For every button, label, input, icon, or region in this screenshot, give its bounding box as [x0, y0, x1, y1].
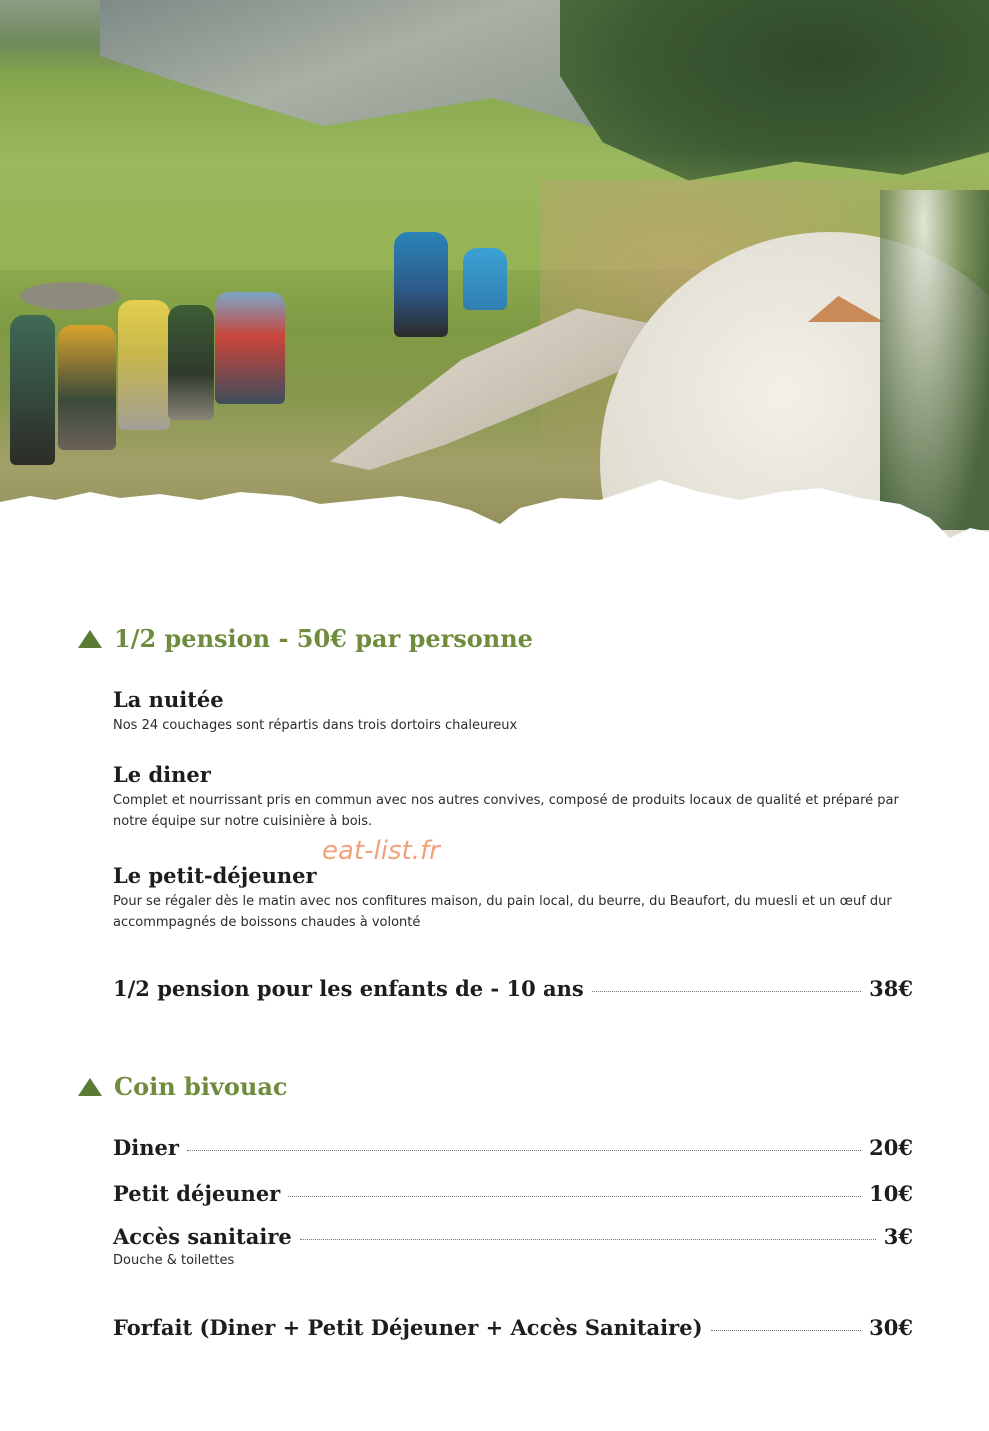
item-title: Le diner: [113, 762, 211, 787]
price-label: Accès sanitaire: [113, 1224, 292, 1249]
price-line-children: [113, 976, 913, 1001]
hero-photo: [0, 0, 989, 545]
item-description: Nos 24 couchages sont répartis dans trois dortoirs chaleureux: [113, 718, 518, 734]
price-label: Diner: [113, 1135, 179, 1160]
section-title-half-board: [78, 624, 533, 653]
hiker: [58, 325, 116, 450]
hiker: [10, 315, 55, 465]
dotted-leader: [187, 1150, 861, 1151]
price-value: 3€: [883, 1224, 913, 1249]
price-label: 1/2 pension pour les enfants de - 10 ans: [113, 976, 584, 1001]
menu-item-nuitee: [113, 688, 913, 736]
item-description: Complet et nourrissant pris en commun avec nos autres convives, composé de produits locaux de qualité et préparé par notre équipe sur notre cuisinière à bois.: [113, 793, 899, 830]
hiker: [215, 292, 285, 404]
dotted-leader: [288, 1196, 861, 1197]
torn-paper-edge: [0, 470, 989, 545]
section-title-text: Coin bivouac: [114, 1072, 288, 1101]
item-title: La nuitée: [113, 687, 224, 712]
price-label: Petit déjeuner: [113, 1181, 281, 1206]
rock: [20, 282, 120, 310]
section-title-text: 1/2 pension - 50€ par personne: [114, 624, 533, 653]
section-title-bivouac: [78, 1072, 288, 1101]
price-line-diner: [113, 1135, 913, 1160]
price-label: Forfait (Diner + Petit Déjeuner + Accès Sanitaire): [113, 1315, 703, 1340]
hiker: [118, 300, 170, 430]
hiker: [168, 305, 214, 420]
dotted-leader: [711, 1330, 862, 1331]
item-description: Pour se régaler dès le matin avec nos confitures maison, du pain local, du beurre, du Beaufort, du muesli et un œuf dur accommpagnés de boissons chaudes à volonté: [113, 894, 892, 931]
mountain-triangle-icon: [78, 630, 102, 648]
price-value: 38€: [869, 976, 913, 1001]
dotted-leader: [300, 1239, 876, 1240]
watermark: eat-list.fr: [322, 836, 440, 866]
price-line-forfait: [113, 1315, 913, 1340]
item-note: Douche & toilettes: [113, 1253, 235, 1268]
price-value: 10€: [869, 1181, 913, 1206]
mountain-triangle-icon: [78, 1078, 102, 1096]
price-value: 30€: [869, 1315, 913, 1340]
menu-item-diner: [113, 763, 913, 832]
price-line-petit-dejeuner: [113, 1181, 913, 1206]
item-title: Le petit-déjeuner: [113, 863, 317, 888]
hiker: [463, 248, 507, 310]
price-value: 20€: [869, 1135, 913, 1160]
menu-item-petit-dejeuner: [113, 864, 913, 933]
price-line-acces-sanitaire: [113, 1224, 913, 1249]
hiker: [394, 232, 448, 337]
dotted-leader: [592, 991, 861, 992]
